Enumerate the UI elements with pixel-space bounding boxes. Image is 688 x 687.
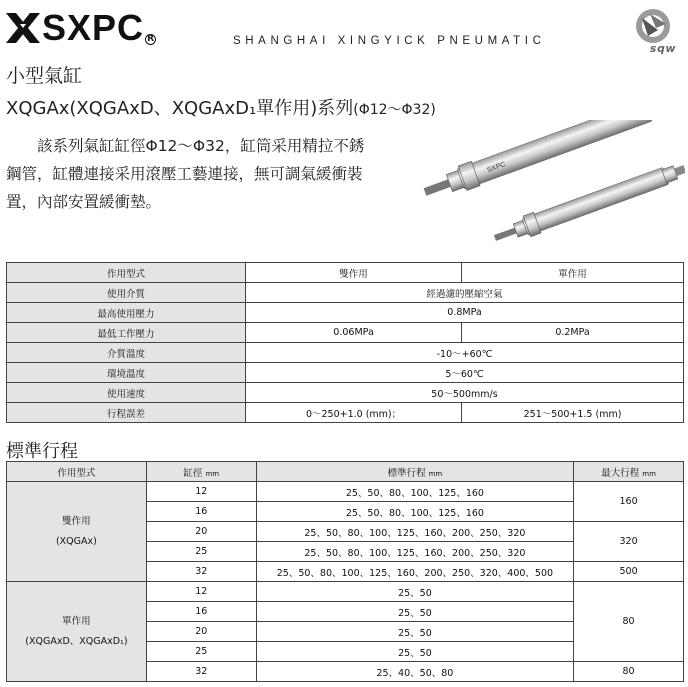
- strokes-cell: 25、50、80、100、125、160、200、250、320: [256, 542, 573, 562]
- spec-row: [7, 323, 684, 343]
- stroke-table: [6, 461, 684, 682]
- bore-cell: 12: [146, 482, 256, 502]
- strokes-cell: 25、50、80、100、125、160: [256, 482, 573, 502]
- group-single: [7, 582, 147, 682]
- strokes-cell: 25、50、80、100、125、160、200、250、320: [256, 522, 573, 542]
- spec-value: 251～500+1.5 (mm): [462, 403, 684, 423]
- spec-row: [7, 383, 684, 403]
- spec-value: -10～+60℃: [246, 343, 684, 363]
- table-row: [7, 482, 684, 502]
- spec-value: 0.06MPa: [246, 323, 462, 343]
- spec-label: 環境溫度: [7, 363, 246, 383]
- spec-row: [7, 283, 684, 303]
- spec-label: 使用速度: [7, 383, 246, 403]
- spec-label: 最低工作壓力: [7, 323, 246, 343]
- description-text: 該系列氣缸缸徑Φ12～Φ32，缸筒采用精拉不銹鋼管，缸體連接采用滾壓工藝連接，無可調氣緩衝裝置，內部安置緩衝墊。: [6, 137, 365, 211]
- max-stroke-cell: 320: [574, 522, 684, 562]
- spec-value: 經過濾的壓縮空氣: [246, 283, 684, 303]
- header-std-label: 標準行程: [387, 467, 426, 479]
- group-double: [7, 482, 147, 582]
- max-stroke-cell: 160: [574, 482, 684, 522]
- bore-cell: 25: [146, 542, 256, 562]
- table-row: [7, 582, 684, 602]
- strokes-cell: 25、50、80、100、125、160: [256, 502, 573, 522]
- bore-cell: 25: [146, 642, 256, 662]
- spec-value: 5～60℃: [246, 363, 684, 383]
- description: [6, 132, 366, 216]
- spec-label: 行程誤差: [7, 403, 246, 423]
- bore-cell: 20: [146, 522, 256, 542]
- strokes-cell: 25、50、80、100、125、160、200、250、320、400、500: [256, 562, 573, 582]
- spec-label: 作用型式: [7, 263, 246, 283]
- bore-cell: 16: [146, 602, 256, 622]
- spec-table: [6, 262, 684, 423]
- spec-row: [7, 263, 684, 283]
- stroke-header-row: [7, 462, 684, 482]
- spec-row: [7, 363, 684, 383]
- section-title-stroke: 標準行程: [6, 441, 78, 462]
- group-name: 雙作用: [62, 515, 91, 527]
- spec-row: [7, 403, 684, 423]
- max-stroke-cell: 80: [574, 662, 684, 682]
- spec-row: [7, 303, 684, 323]
- bore-cell: 32: [146, 662, 256, 682]
- spec-row: [7, 343, 684, 363]
- max-stroke-cell: 500: [574, 562, 684, 582]
- spec-label: 介質溫度: [7, 343, 246, 363]
- logo-text: SXPC: [42, 7, 145, 48]
- group-code: (XQGAxD、XQGAxD₁): [25, 635, 128, 647]
- spec-label: 最高使用壓力: [7, 303, 246, 323]
- header-std-unit: mm: [428, 469, 443, 478]
- page-title: 小型氣缸: [6, 65, 83, 87]
- cylinder-product-image: [405, 120, 685, 245]
- header-bore-label: 缸徑: [183, 467, 203, 479]
- group-name: 單作用: [62, 615, 91, 627]
- bore-cell: 20: [146, 622, 256, 642]
- header-type: 作用型式: [7, 462, 147, 482]
- spec-value: 0.8MPa: [246, 303, 684, 323]
- svg-text:SXPC: SXPC: [486, 161, 507, 175]
- header-max-stroke: [574, 462, 684, 482]
- bore-cell: 32: [146, 562, 256, 582]
- header-std-stroke: [256, 462, 573, 482]
- spec-label: 使用介質: [7, 283, 246, 303]
- header-max-unit: mm: [642, 469, 656, 478]
- sqw-brand-label: sqw: [649, 42, 676, 55]
- series-title: [6, 94, 436, 120]
- bore-cell: 12: [146, 582, 256, 602]
- sxpc-logo-mark-icon: [6, 11, 40, 45]
- strokes-cell: 25、50: [256, 602, 573, 622]
- spec-value: 0～250+1.0 (mm)；: [246, 403, 462, 423]
- spec-value: 50～500mm/s: [246, 383, 684, 403]
- company-name: SHANGHAI XINGYICK PNEUMATIC: [233, 35, 546, 47]
- strokes-cell: 25、50: [256, 622, 573, 642]
- header-bore-unit: mm: [205, 469, 220, 478]
- strokes-cell: 25、50: [256, 642, 573, 662]
- spec-value: 0.2MPa: [462, 323, 684, 343]
- header-bore: [146, 462, 256, 482]
- registered-mark: R: [145, 34, 156, 45]
- series-range: (Φ12～Φ32): [353, 102, 436, 118]
- group-code: (XQGAx): [55, 535, 97, 547]
- spec-value: 雙作用: [246, 263, 462, 283]
- header-max-label: 最大行程: [601, 467, 640, 479]
- spec-value: 單作用: [462, 263, 684, 283]
- company-logo: [6, 7, 156, 48]
- strokes-cell: 25、40、50、80: [256, 662, 573, 682]
- bore-cell: 16: [146, 502, 256, 522]
- strokes-cell: 25、50: [256, 582, 573, 602]
- max-stroke-cell: 80: [574, 582, 684, 662]
- series-name: XQGAx(XQGAxD、XQGAxD₁單作用)系列: [6, 98, 354, 119]
